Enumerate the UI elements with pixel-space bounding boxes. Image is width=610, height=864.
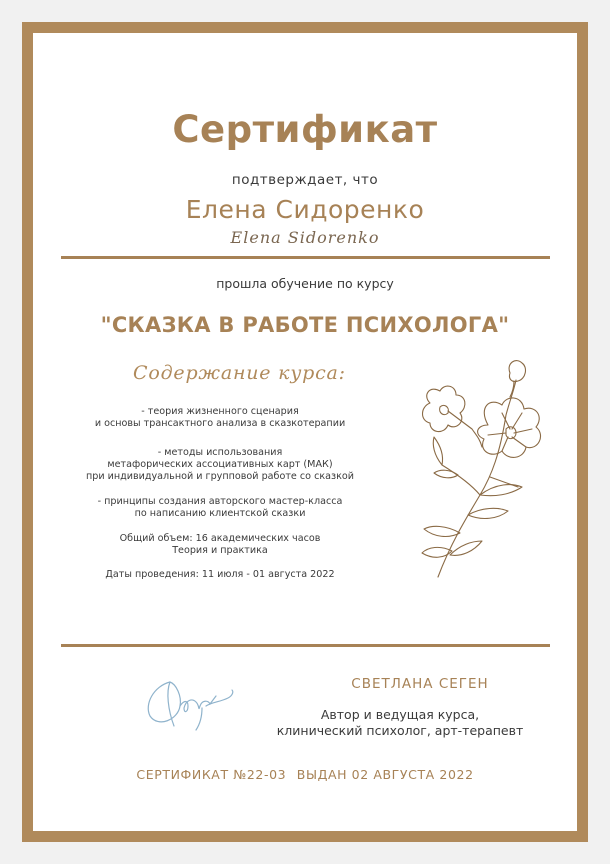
author-role-line: Автор и ведущая курса,: [320, 707, 480, 722]
volume-type-line: Теория и практика: [172, 545, 268, 556]
topic-line: и основы трансактного анализа в сказкотерапии: [94, 418, 346, 429]
topic-line: метафорических ассоциативных карт (МАК): [107, 459, 333, 470]
topic-item: [60, 406, 380, 430]
issue-date: ВЫДАН 02 АВГУСТА 2022: [296, 767, 474, 782]
topic-line: - теория жизненного сценария: [141, 406, 299, 417]
top-divider: [61, 256, 550, 259]
author-role: [250, 707, 550, 739]
certificate-title: Сертификат: [172, 108, 438, 151]
course-volume: [60, 533, 380, 557]
recipient-signature: Elena Sidorenko: [230, 228, 380, 247]
content-heading: Содержание курса:: [133, 362, 346, 384]
confirms-text: подтверждает, что: [231, 172, 379, 188]
recipient-name: Елена Сидоренко: [185, 195, 425, 224]
topic-line: по написанию клиентской сказки: [134, 508, 306, 519]
completed-text: прошла обучение по курсу: [216, 276, 394, 291]
certificate-number-value: СЕРТИФИКАТ №22-03: [136, 767, 287, 782]
flower-icon: [410, 355, 550, 585]
topic-item: [60, 447, 380, 483]
dates-line: Даты проведения: 11 июля - 01 августа 2022: [105, 569, 335, 580]
certificate-number: [0, 767, 610, 782]
topic-line: при индивидуальной и групповой работе со сказкой: [85, 471, 355, 482]
course-title: "СКАЗКА В РАБОТЕ ПСИХОЛОГА": [100, 313, 510, 337]
course-dates: [60, 569, 380, 581]
bottom-divider: [61, 644, 550, 647]
author-role-line: клинический психолог, арт-терапевт: [276, 723, 524, 738]
signature-icon: [140, 670, 240, 732]
topic-item: [60, 496, 380, 520]
topic-line: - методы использования: [157, 447, 283, 458]
author-name: СВЕТЛАНА СЕГЕН: [351, 676, 489, 692]
volume-line: Общий объем: 16 академических часов: [119, 533, 321, 544]
topic-line: - принципы создания авторского мастер-класса: [97, 496, 343, 507]
